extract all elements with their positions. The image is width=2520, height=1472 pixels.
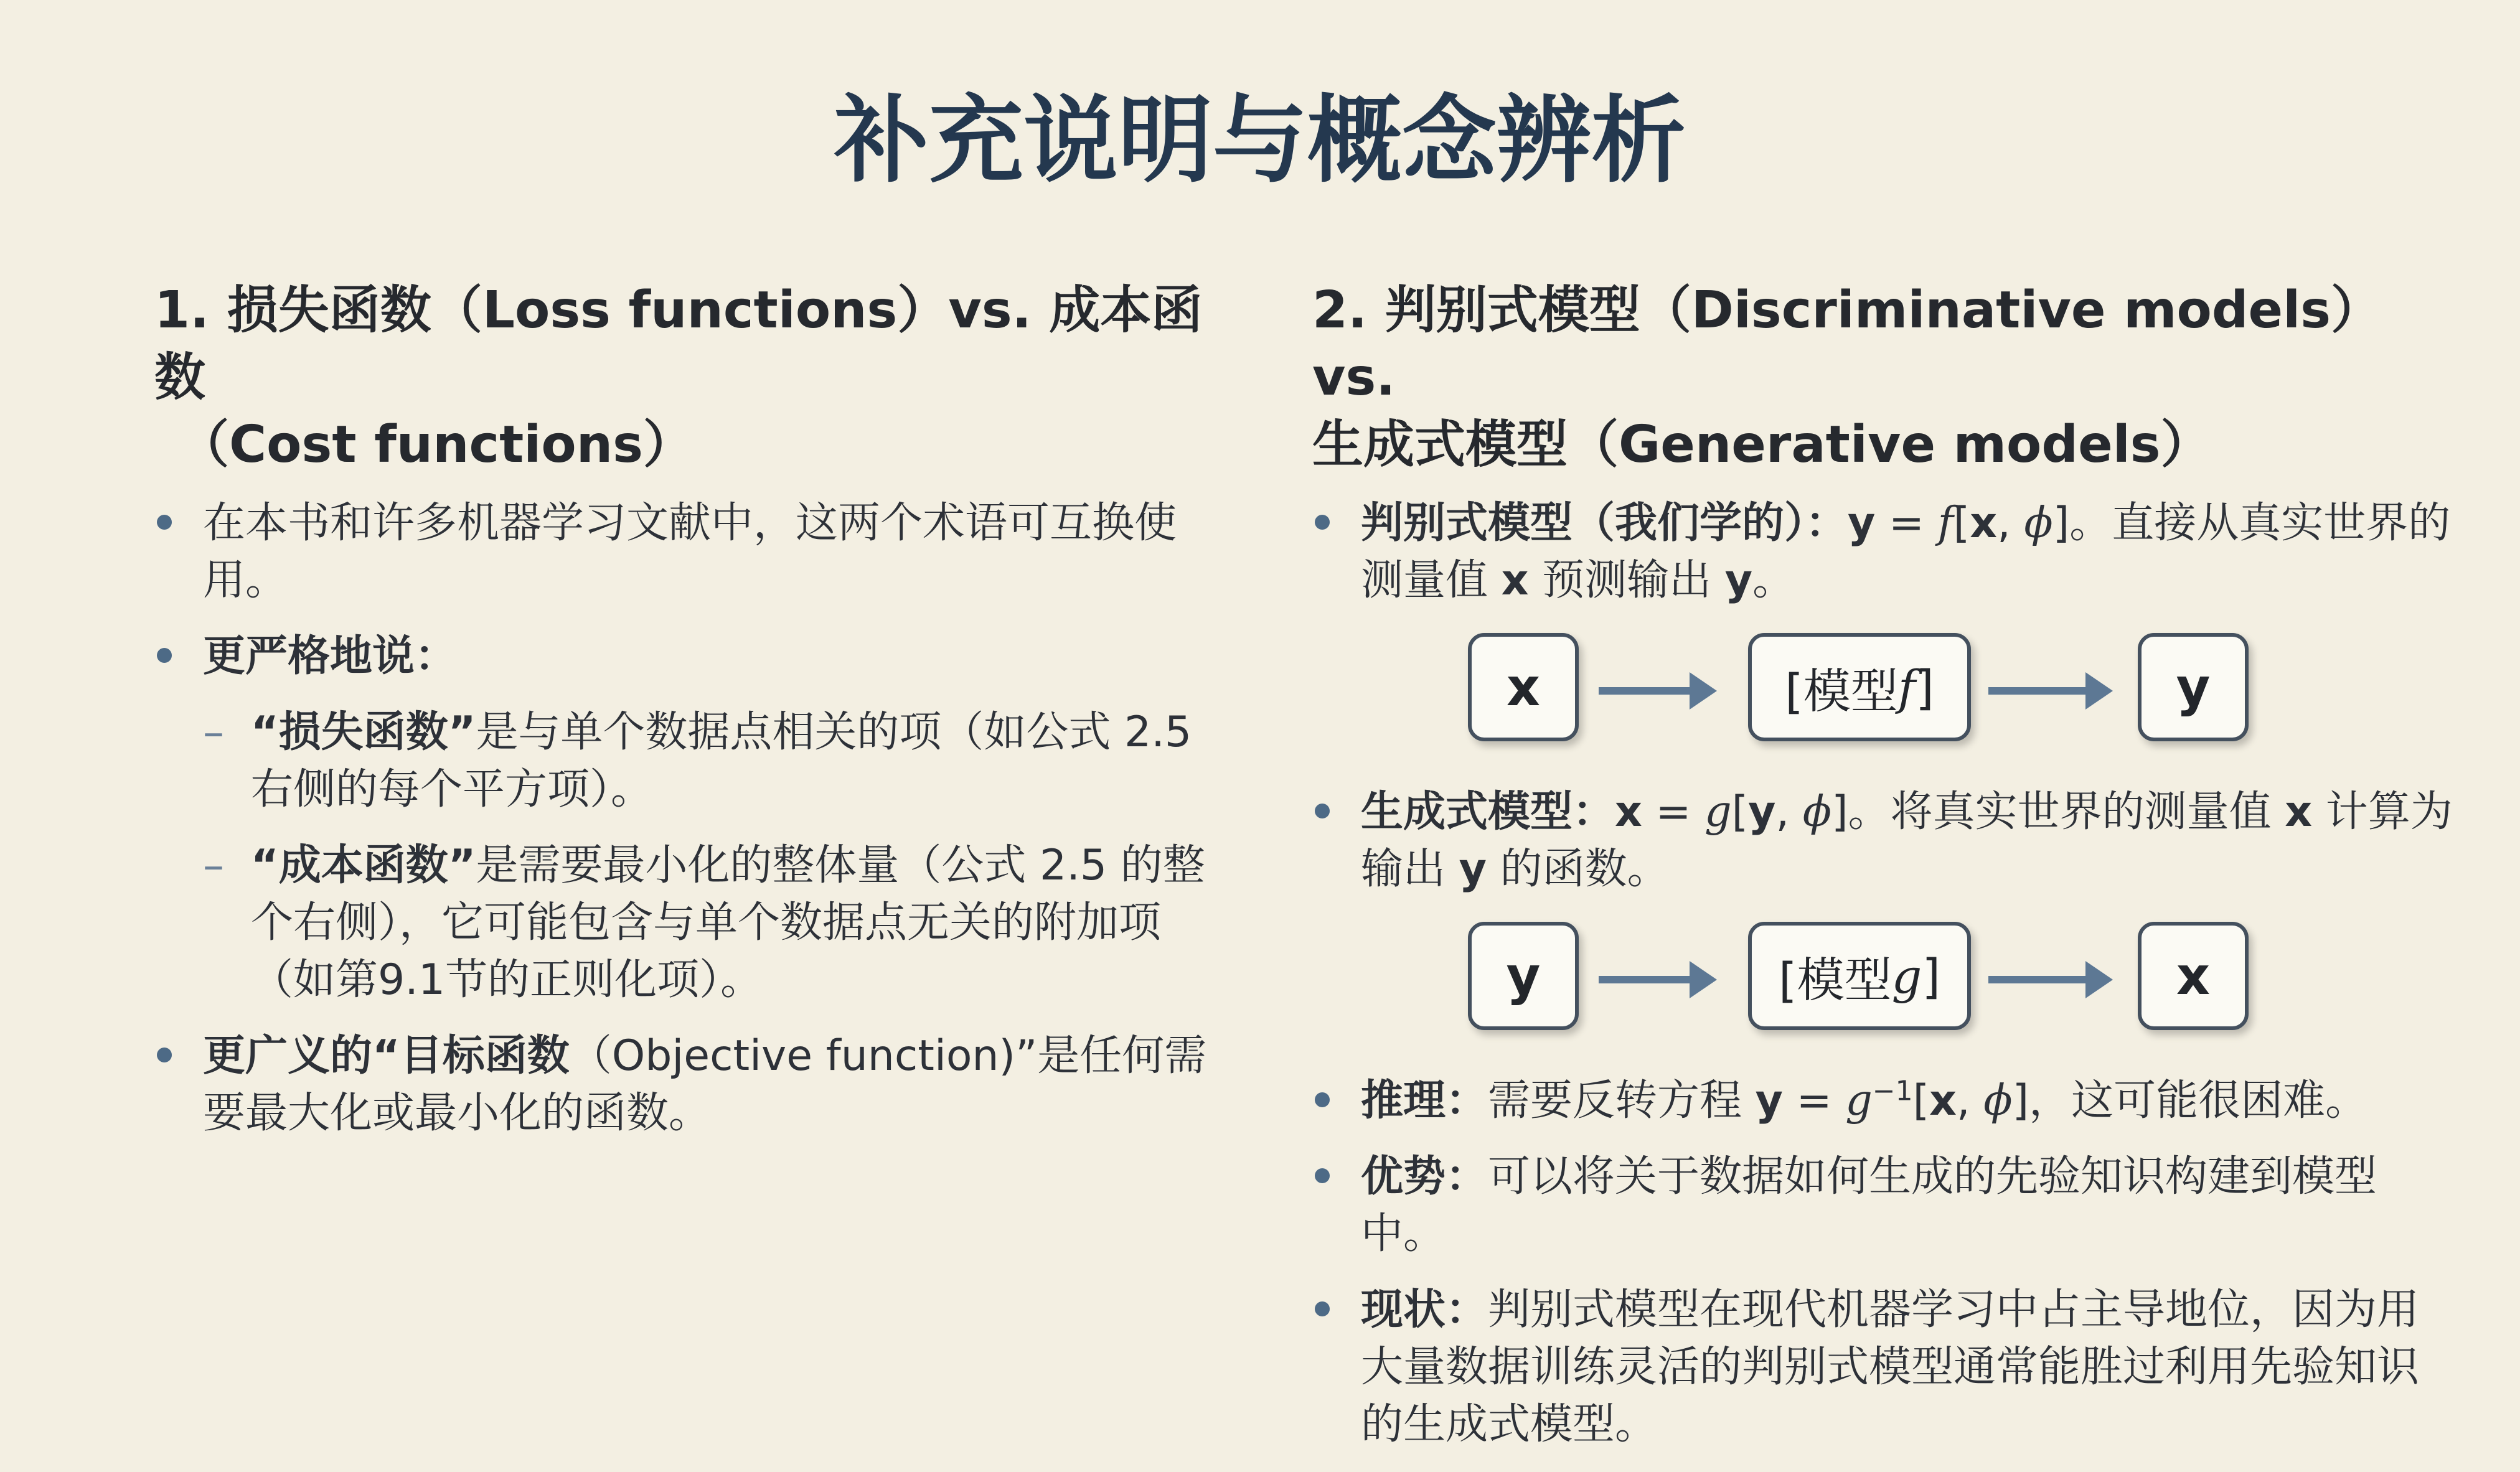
flow-output-box: y — [2138, 633, 2249, 741]
term-advantage: 优势： — [1361, 1152, 1488, 1201]
subbullet-text: 是与单个数据点相关的项（如公式 2.5 右侧的每个平方项）。 — [251, 708, 1192, 814]
equation-discriminative: y = f[x, ϕ] — [1848, 499, 2070, 548]
arrow-right-icon — [1988, 976, 2092, 983]
section-discriminative-vs-generative — [1312, 277, 2458, 1472]
equation-generative: x = g[y, ϕ] — [1615, 787, 1848, 837]
term-generative-model: 生成式模型： — [1361, 787, 1615, 837]
bullet-objective-function — [154, 1028, 1225, 1142]
bullet-dot — [157, 1048, 172, 1062]
term-loss-function: “损失函数” — [251, 708, 476, 757]
bullet-generative: 生成式模型：x = g[y, ϕ]。将真实世界的测量值 x 计算为输出 y 的函数。 — [1312, 784, 2458, 898]
bullet-text: ”是任何需要最大化或最小化的函数。 — [203, 1031, 1207, 1138]
bullet-inference: 推理：需要反转方程 $y = g^{-1}[x$, ϕ]，这可能很困难。 — [1312, 1072, 2458, 1130]
bullet-dot — [1315, 1168, 1330, 1183]
arrow-right-icon — [1599, 976, 1696, 983]
term-objective-function-en: （Objective function) — [569, 1031, 1016, 1081]
bullet-dot — [1315, 1301, 1330, 1316]
flow-input-box: x — [1468, 633, 1579, 741]
section-loss-vs-cost — [154, 277, 1225, 1161]
bullet-dot — [1315, 515, 1330, 530]
flow-model-box: [模型 f ] — [1748, 633, 1971, 741]
bullet-text: 判别式模型在现代机器学习中占主导地位，因为用大量数据训练灵活的判别式模型通常能胜过利用先验知识的生成式模型。 — [1361, 1285, 2420, 1449]
flow-diagram-generative — [1312, 922, 2458, 1046]
bullet-dot — [1315, 804, 1330, 818]
bullet-discriminative: 判别式模型（我们学的）：y = f[x, ϕ]。直接从真实世界的测量值 x 预测输出 y。 — [1312, 495, 2458, 609]
term-current-status: 现状： — [1361, 1285, 1488, 1334]
bullet-dot — [157, 648, 172, 663]
section-2-heading — [1312, 277, 2458, 479]
term-objective-function: 更广义的“目标函数 — [203, 1031, 570, 1081]
bullet-strictly-speaking — [154, 628, 1225, 685]
bullet-text: 更严格地说： — [203, 632, 458, 681]
section-1-heading — [154, 277, 1225, 479]
dash-icon: – — [203, 708, 224, 757]
bullet-current-status — [1312, 1282, 2458, 1453]
bullet-text: 在本书和许多机器学习文献中，这两个术语可互换使用。 — [203, 499, 1177, 605]
arrow-right-icon — [1988, 687, 2092, 695]
term-discriminative-model: 判别式模型（我们学的）： — [1361, 499, 1848, 548]
subbullet-loss-function — [154, 704, 1225, 818]
term-inference: 推理： — [1361, 1076, 1488, 1125]
bullet-text: 可以将关于数据如何生成的先验知识构建到模型中。 — [1361, 1152, 2377, 1259]
equation-inverse: $y = g^{-1}[x$, ϕ] — [1755, 1075, 2029, 1125]
bullet-advantage — [1312, 1148, 2458, 1263]
flow-output-box: x — [2138, 922, 2249, 1030]
section-2-heading-line1: 2. 判别式模型（Discriminative models）vs. — [1312, 281, 2382, 407]
slide-title: 补充说明与概念辨析 — [834, 85, 1686, 195]
flow-diagram-discriminative — [1312, 633, 2458, 757]
bullet-dot — [157, 515, 172, 530]
flow-model-box: [模型 g ] — [1748, 922, 1971, 1030]
section-2-heading-line2: 生成式模型（Generative models） — [1312, 415, 2212, 474]
bullet-dot — [1315, 1092, 1330, 1107]
subbullet-cost-function — [154, 837, 1225, 1009]
arrow-right-icon — [1599, 687, 1696, 695]
section-1-heading-line1: 1. 损失函数（Loss functions）vs. 成本函数 — [154, 281, 1203, 407]
section-1-heading-line2: （Cost functions） — [178, 415, 694, 474]
subbullet-text: 是需要最小化的整体量（公式 2.5 的整个右侧），它可能包含与单个数据点无关的附加项（如第9.1节的正则化项）。 — [251, 841, 1205, 1005]
term-cost-function: “成本函数” — [251, 841, 476, 890]
dash-icon: – — [203, 841, 224, 890]
bullet-interchangeable — [154, 495, 1225, 609]
flow-input-box: y — [1468, 922, 1579, 1030]
